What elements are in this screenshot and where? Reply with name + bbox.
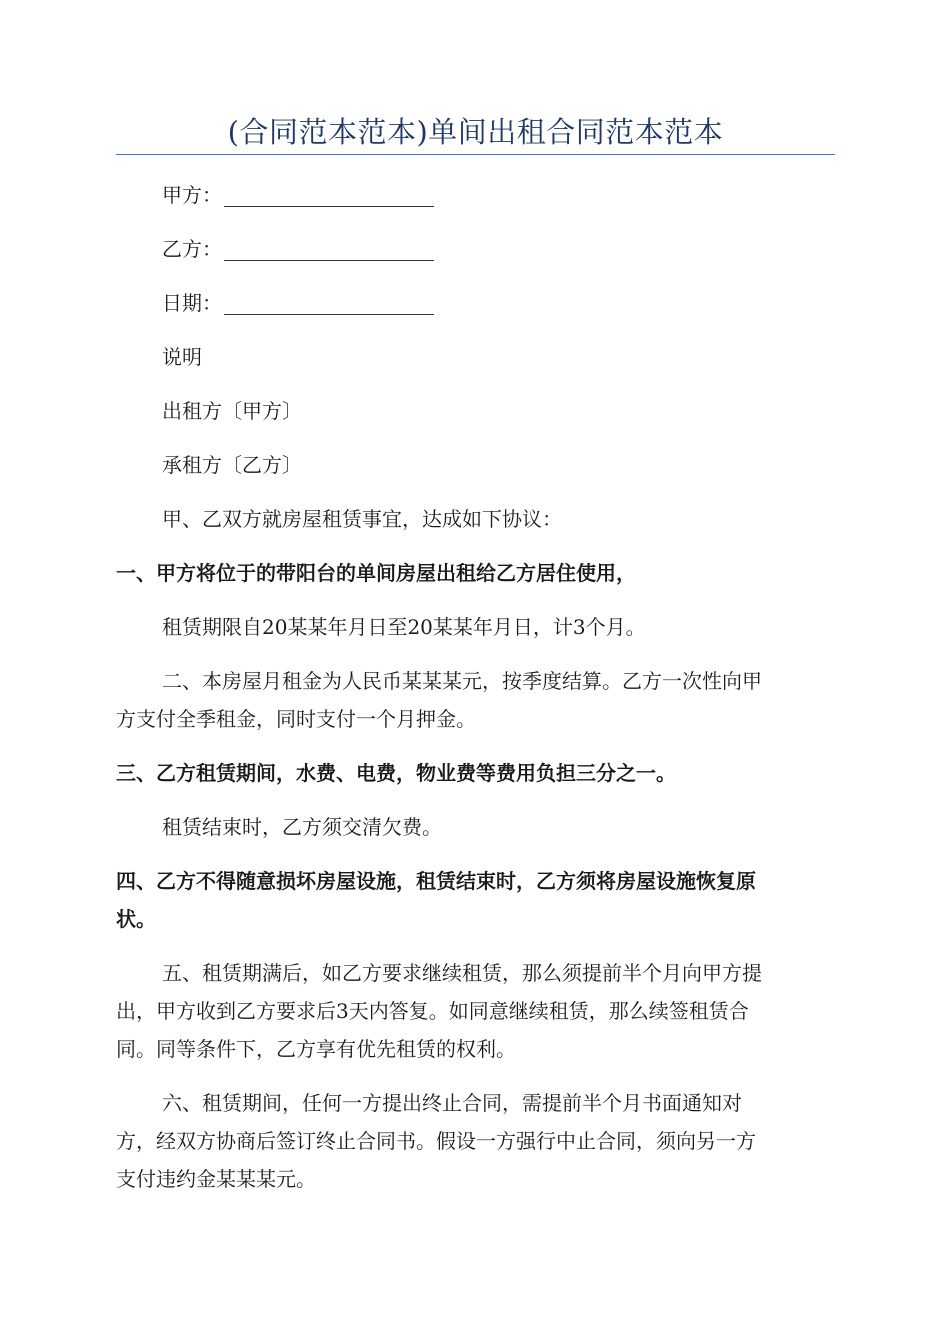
clause-6-line-1: 六、租赁期间，任何一方提出终止合同，需提前半个月书面通知对 xyxy=(162,1091,742,1115)
party-b-label: 乙方： xyxy=(162,237,222,261)
party-a-field xyxy=(116,176,835,214)
party-a-blank xyxy=(224,186,434,207)
clause-4-line-1: 四、乙方不得随意损坏房屋设施，租赁结束时，乙方须将房屋设施恢复原 xyxy=(116,869,756,893)
explain-heading: 说明 xyxy=(162,345,202,369)
clause-4-line-2: 状。 xyxy=(116,907,156,931)
clause-1-heading: 一、甲方将位于的带阳台的单间房屋出租给乙方居住使用， xyxy=(116,561,636,585)
clause-2-line-1: 二、本房屋月租金为人民币某某某元，按季度结算。乙方一次性向甲 xyxy=(162,669,762,693)
clause-1-body: 租赁期限自20某某年月日至20某某年月日，计3个月。 xyxy=(162,615,646,639)
clause-3-heading: 三、乙方租赁期间，水费、电费，物业费等费用负担三分之一。 xyxy=(116,761,676,785)
clause-3-body: 租赁结束时，乙方须交清欠费。 xyxy=(162,815,442,839)
date-label: 日期： xyxy=(162,291,222,315)
title-underline xyxy=(116,154,835,155)
date-field xyxy=(116,284,835,322)
party-a-label: 甲方： xyxy=(162,183,222,207)
lessee-line: 承租方〔乙方〕 xyxy=(162,453,302,477)
lessor-line: 出租方〔甲方〕 xyxy=(162,399,302,423)
clause-5-line-2: 出，甲方收到乙方要求后3天内答复。如同意继续租赁，那么续签租赁合 xyxy=(116,999,749,1023)
clause-6-line-2: 方，经双方协商后签订终止合同书。假设一方强行中止合同，须向另一方 xyxy=(116,1129,756,1153)
party-b-field xyxy=(116,230,835,268)
date-blank xyxy=(224,294,434,315)
clause-5-line-3: 同。同等条件下，乙方享有优先租赁的权利。 xyxy=(116,1037,516,1061)
clause-5-line-1: 五、租赁期满后，如乙方要求继续租赁，那么须提前半个月向甲方提 xyxy=(162,961,762,985)
clause-6-line-3: 支付违约金某某某元。 xyxy=(116,1167,316,1191)
document-title: (合同范本范本)单间出租合同范本范本 xyxy=(227,115,724,149)
clause-2-line-2: 方支付全季租金，同时支付一个月押金。 xyxy=(116,707,476,731)
party-b-blank xyxy=(224,240,434,261)
intro-paragraph: 甲、乙双方就房屋租赁事宜，达成如下协议： xyxy=(162,507,562,531)
